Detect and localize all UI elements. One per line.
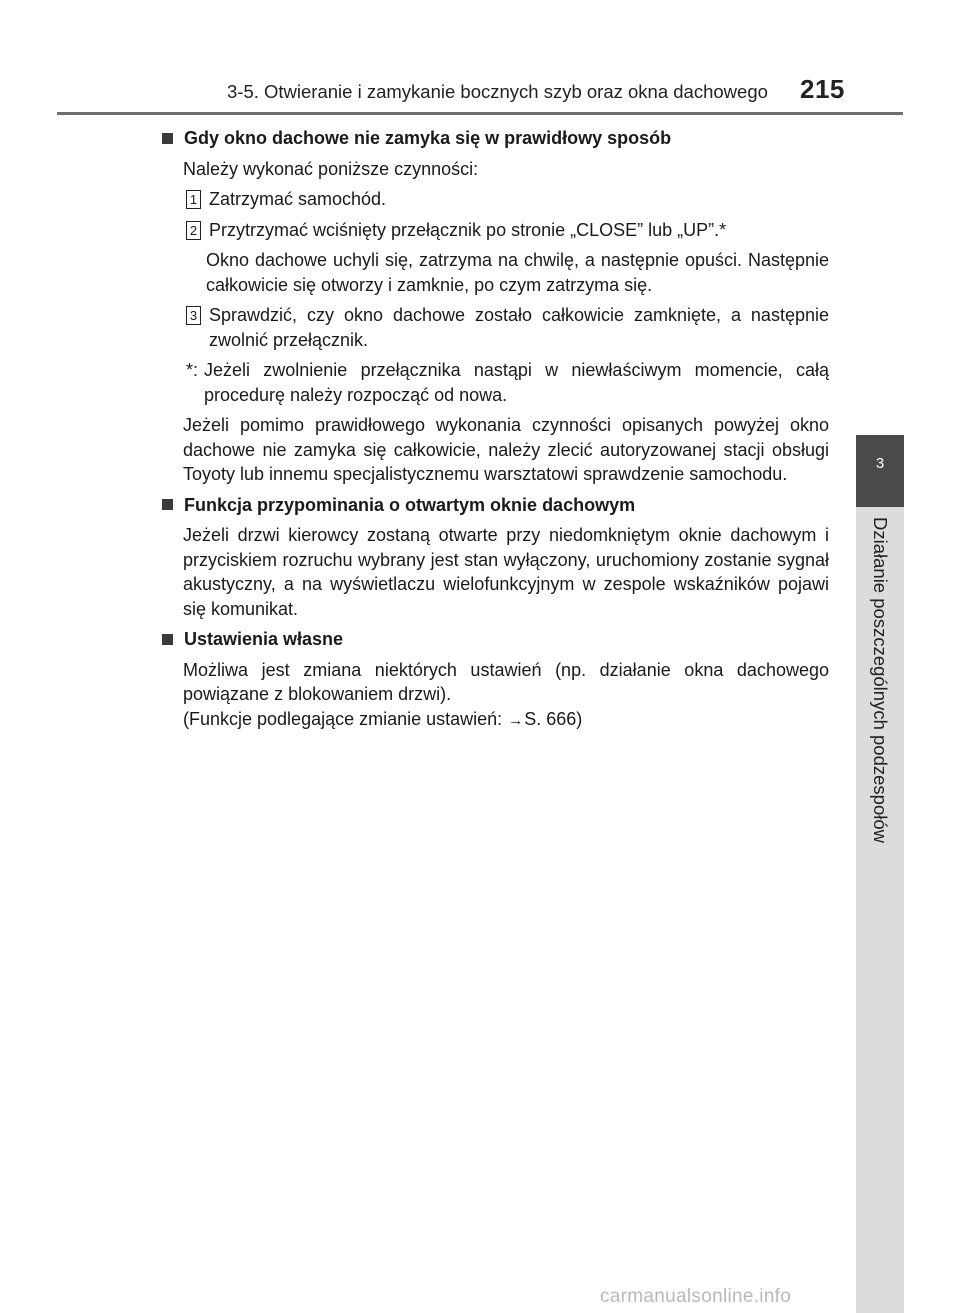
section-heading — [162, 493, 829, 518]
step-number-badge: 3 — [186, 306, 201, 325]
step-3 — [186, 303, 829, 352]
body-text: Jeżeli drzwi kierowcy zostaną otwarte przy niedomkniętym oknie dachowym i przyciskiem rozruchu wybrany jest stan wyłączony, uruchomiony zostanie sygnał akustyczny, a na wyświetlaczu wielofunkcyjnym w zespole wskaźników pojawi się komunikat. — [183, 525, 829, 619]
square-bullet-icon — [162, 634, 173, 645]
step-number-badge: 1 — [186, 190, 201, 209]
footnote — [186, 358, 829, 407]
section-sunroof-not-closing — [162, 126, 829, 487]
reference-prefix: (Funkcje podlegające zmianie ustawień: — [183, 708, 508, 729]
chapter-title: Działanie poszczególnych podzespołów — [870, 517, 891, 843]
square-bullet-icon — [162, 133, 173, 144]
page-reference[interactable] — [183, 707, 829, 734]
page-content — [162, 126, 829, 739]
chapter-tab — [856, 435, 904, 507]
closing-text: Jeżeli pomimo prawidłowego wykonania czynności opisanych powyżej okno dachowe nie zamyka się całkowicie, należy zlecić autoryzowanej stacji obsługi Toyoty lub innemu specjalistycznemu warsztatowi sprawdzenie samochodu. — [183, 415, 829, 484]
heading-text: Gdy okno dachowe nie zamyka się w prawidłowy sposób — [184, 128, 672, 148]
settings-text: Możliwa jest zmiana niektórych ustawień (np. działanie okna dachowego powiązane z blokowaniem drzwi). — [183, 659, 829, 704]
intro-text: Należy wykonać poniższe czynności: — [183, 158, 479, 179]
step-text: Sprawdzić, czy okno dachowe zostało całkowicie zamknięte, a następnie zwolnić przełącznik. — [209, 305, 829, 350]
footnote-text: Jeżeli zwolnienie przełącznika nastąpi w niewłaściwym momencie, całą procedurę należy rozpocząć od nowa. — [204, 360, 829, 405]
body-text — [183, 658, 829, 734]
header-title: 3-5. Otwieranie i zamykanie bocznych szyb oraz okna dachowego — [227, 81, 768, 102]
section-heading — [162, 126, 829, 151]
square-bullet-icon — [162, 499, 173, 510]
chapter-number: 3 — [875, 455, 885, 472]
step-2-note: Okno dachowe uchyli się, zatrzyma na chwilę, a następnie opuści. Następnie całkowicie się otworzy i zamknie, po czym zatrzyma się. — [206, 250, 829, 295]
arrow-right-icon: → — [508, 711, 524, 729]
footnote-mark: *: — [186, 360, 199, 380]
section-heading — [162, 627, 829, 652]
section-custom-settings — [162, 627, 829, 733]
reference-page: S. 666) — [524, 708, 583, 729]
step-text: Zatrzymać samochód. — [209, 189, 387, 209]
step-number-badge: 2 — [186, 221, 201, 240]
section-sunroof-reminder — [162, 493, 829, 622]
heading-text: Ustawienia własne — [184, 629, 344, 649]
heading-text: Funkcja przypominania o otwartym oknie dachowym — [184, 494, 636, 515]
chapter-title-vertical — [858, 517, 902, 877]
step-text: Przytrzymać wciśnięty przełącznik po stronie „CLOSE” lub „UP”.* — [209, 219, 727, 240]
step-2 — [186, 218, 829, 243]
header-rule — [57, 112, 903, 115]
watermark: carmanualsonline.info — [600, 1286, 792, 1307]
step-1 — [186, 187, 829, 212]
page-number: 215 — [800, 74, 845, 104]
page-header — [0, 0, 960, 120]
